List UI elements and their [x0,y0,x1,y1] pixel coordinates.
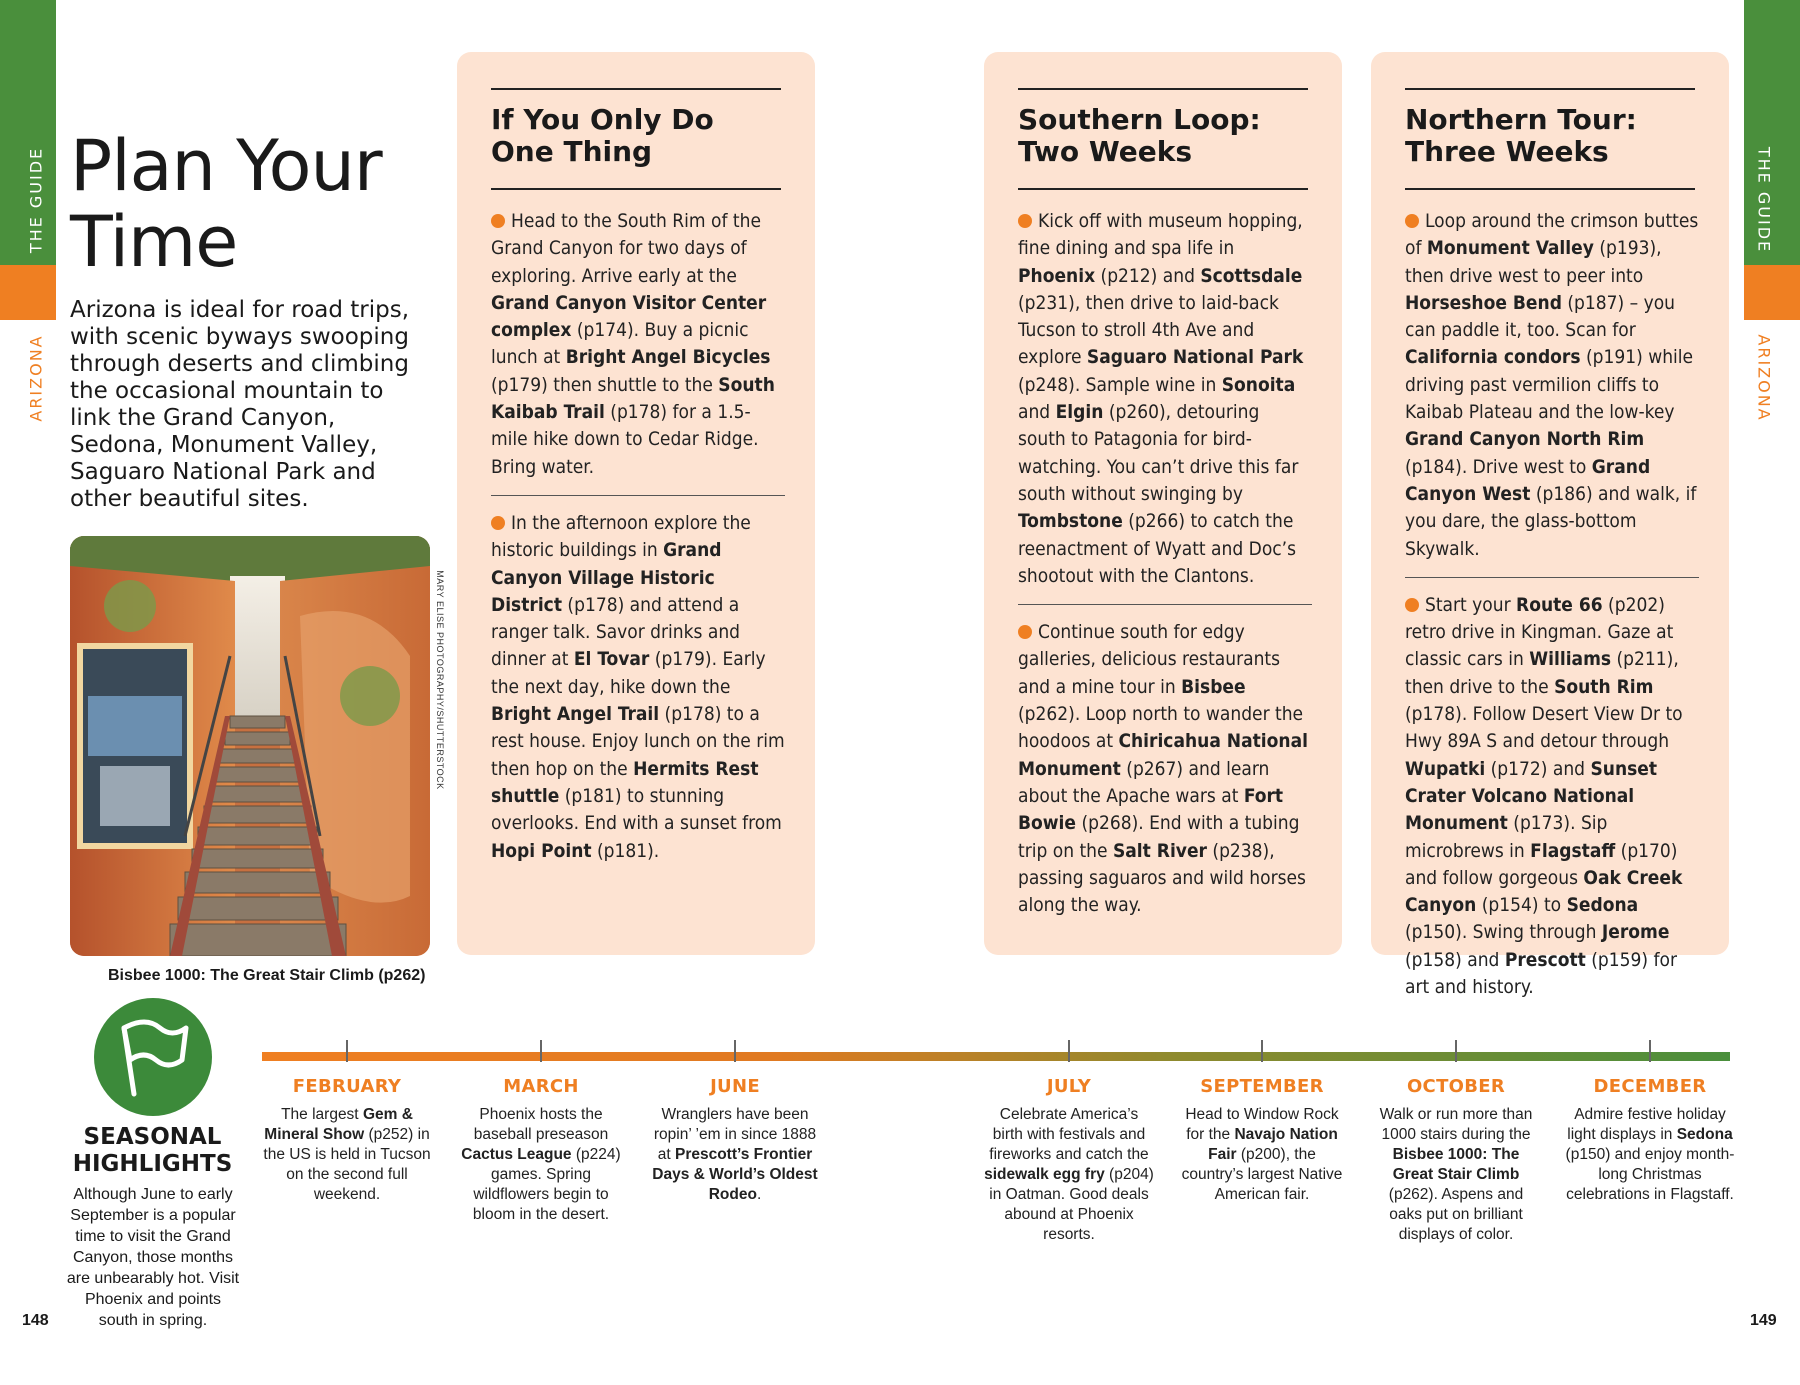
text-run: (p224) games. Spring wildflowers begin to bloom in the desert. [472,1146,621,1223]
bold-place-name: Sonoita [1221,373,1296,396]
timeline-tick [540,1040,542,1062]
text-run: and [1018,401,1056,424]
text-run: (p172) and [1485,757,1591,780]
paragraph-divider [1405,577,1699,578]
text-run: (p260), detouring south to Patagonia for bird-watching. You can’t drive this far south without swinging by [1018,401,1299,505]
card-title: If You Only Do One Thing [491,103,714,168]
bold-place-name: Fort Bowie [1018,784,1284,835]
text-run: (p150). Swing through [1405,921,1602,944]
month-description [1565,1105,1735,1205]
text-run: (p204) in Oatman. Good deals abound at Phoenix resorts. [989,1166,1154,1243]
bullet-dot-icon [1018,625,1032,639]
bullet-dot-icon [1018,214,1032,228]
paragraph-divider [1018,604,1312,605]
bold-place-name: Chiricahua National Monument [1018,730,1308,780]
bold-place-name: Phoenix [1018,264,1096,287]
left-region-label: ARIZONA [26,334,46,422]
timeline-month [650,1076,820,1205]
text-run: (p266) to catch the reenactment of Wyatt and Doc’s shootout with the Clantons. [1018,510,1297,587]
bold-place-name: Cactus League [461,1146,572,1163]
timeline-month [456,1076,626,1225]
bold-place-name: Hermits Rest shuttle [491,757,759,807]
bold-place-name: Elgin [1055,401,1104,424]
text-run: Kick off with museum hopping, fine dining and spa life in [1018,210,1303,260]
text-run: . [756,1186,762,1203]
text-run: (p170) and follow gorgeous [1405,839,1678,889]
bold-place-name: sidewalk egg fry [984,1166,1105,1183]
month-name: MARCH [503,1076,579,1097]
intro-text: Arizona is ideal for road trips, with scenic byways swooping through deserts and climbing the occasional mountain to link the Grand Canyon, Sedona, Monument Valley, Saguaro National Park and other beautiful sites. [70,297,410,512]
text-run: Celebrate America’s birth with festivals and fireworks and catch the [989,1106,1149,1163]
card-top-rule [491,88,781,90]
card-title-rule [491,188,781,190]
itinerary-paragraph [1405,592,1699,1001]
seasonal-title [70,1124,235,1178]
bold-place-name: Flagstaff [1530,839,1616,862]
timeline-month [1371,1076,1541,1245]
paragraph-divider [491,495,785,496]
text-run: (p252) in the US is held in Tucson on the second full weekend. [263,1126,431,1203]
right-section-label: THE GUIDE [1754,146,1774,254]
month-description [1371,1105,1541,1245]
month-name: DECEMBER [1593,1076,1707,1097]
seasonal-title-line1: SEASONAL [83,1124,222,1150]
itinerary-paragraph [491,510,785,865]
text-run: (p268). End with a tubing trip on the [1018,812,1300,862]
card-title: Northern Tour: Three Weeks [1405,103,1637,168]
bold-place-name: Scottsdale [1200,264,1303,287]
text-run: Loop around the crimson buttes of [1405,210,1699,260]
timeline-month [262,1076,432,1205]
stair-climb-photo [70,536,430,956]
card-one-thing [457,52,815,955]
card-title: Southern Loop: Two Weeks [1018,103,1261,168]
text-run: Walk or run more than 1000 stairs during the [1379,1106,1533,1143]
bold-place-name: Grand Canyon Visitor Center complex [491,291,767,342]
bold-place-name: Navajo Nation Fair [1208,1126,1338,1163]
month-name: OCTOBER [1406,1076,1506,1097]
text-run: (p187) – you can paddle it, too. Scan for [1405,291,1675,342]
text-run: (p150) and enjoy month-long Christmas celebrations in Flagstaff. [1565,1146,1735,1203]
bold-place-name: South Kaibab Trail [491,373,775,424]
timeline-tick [734,1040,736,1062]
month-name: JUNE [710,1076,760,1097]
text-run: (p178) to a rest house. Enjoy lunch on the rim then hop on the [491,703,785,780]
text-run: Continue south for edgy galleries, delicious restaurants and a mine tour in [1018,621,1281,698]
text-run: Start your [1425,593,1517,616]
text-run: Head to the South Rim of the Grand Canyon for two days of exploring. Arrive early at the [491,210,761,287]
text-run: (p179) then shuttle to the [491,373,719,396]
card-top-rule [1405,88,1695,90]
card-northern-tour [1371,52,1729,999]
timeline-month [1565,1076,1735,1205]
left-section-label: THE GUIDE [26,146,46,254]
bold-place-name: Sedona [1566,894,1639,917]
bold-place-name: California condors [1405,346,1581,369]
bold-place-name: Prescott [1504,948,1586,971]
text-run: (p193), then drive west to peer into [1405,237,1662,287]
text-run: (p238), passing saguaros and wild horses along the way. [1018,839,1306,917]
right-region-label: ARIZONA [1754,334,1774,422]
bold-place-name: Hopi Point [491,839,592,862]
bold-place-name: Gem & Mineral Show [264,1106,413,1143]
text-run: Admire festive holiday light displays in [1567,1106,1726,1143]
month-name: JULY [1046,1076,1092,1097]
bullet-dot-icon [1405,598,1419,612]
bullet-dot-icon [491,214,505,228]
page-number-left: 148 [22,1312,49,1329]
text-run: (p186) and walk, if you dare, the glass-bottom Skywalk. [1405,482,1697,560]
text-run: In the afternoon explore the historic buildings in [491,511,751,562]
bold-place-name: Bisbee 1000: The Great Stair Climb [1392,1146,1520,1183]
text-run: (p212) and [1095,264,1201,287]
text-run: (p267) and learn about the Apache wars at [1018,757,1270,807]
text-run: (p159) for art and history. [1405,948,1677,999]
month-description [456,1105,626,1225]
card-body [1018,208,1312,919]
text-run: (p262). Aspens and oaks put on brilliant displays of color. [1388,1186,1524,1243]
bold-place-name: Grand Canyon North Rim [1405,428,1645,451]
bold-place-name: Williams [1529,648,1612,671]
itinerary-paragraph [491,208,785,481]
text-run: (p231), then drive to laid-back Tucson to stroll 4th Ave and explore [1018,291,1279,369]
text-run: (p154) to [1476,894,1567,917]
bullet-dot-icon [491,516,505,530]
text-run: (p248). Sample wine in [1018,373,1222,396]
text-run: (p191) while driving past vermilion cliffs to Kaibab Plateau and the low-key [1405,346,1694,424]
bold-place-name: Wupatki [1405,757,1486,780]
page-number-right: 149 [1750,1312,1777,1329]
text-run: (p211), then drive to the [1405,648,1679,698]
bold-place-name: Saguaro National Park [1086,346,1304,369]
card-southern-loop [984,52,1342,955]
text-run: (p178). Follow Desert View Dr to Hwy 89A S and detour through [1405,703,1683,753]
seasonal-description: Although June to early September is a popular time to visit the Grand Canyon, those months are unbearably hot. Visit Phoenix and points south in spring. [66,1186,240,1329]
text-run: (p179). Early the next day, hike down the [491,648,766,698]
timeline-tick [1649,1040,1651,1062]
page-title [70,125,382,283]
text-run: (p178) and attend a ranger talk. Savor drinks and dinner at [491,593,741,671]
text-run: Wranglers have been ropin’ ’em in since 1888 at [653,1106,817,1163]
timeline-tick [1261,1040,1263,1062]
timeline-month [984,1076,1154,1245]
bold-place-name: Salt River [1112,839,1207,862]
bold-place-name: Prescott’s Frontier Days & World’s Oldest Rodeo [652,1146,818,1203]
flag-icon [94,998,212,1116]
right-region-marker [1744,265,1800,320]
card-top-rule [1018,88,1308,90]
bold-place-name: Horseshoe Bend [1405,291,1562,314]
bold-place-name: Grand Canyon West [1405,455,1651,505]
text-run: (p184). Drive west to [1405,455,1592,478]
text-run: The largest [281,1106,363,1123]
page-title-line1: Plan Your [70,125,382,207]
itinerary-paragraph [1018,619,1312,919]
text-run: (p202) retro drive in Kingman. Gaze at classic cars in [1405,593,1674,671]
text-run: Head to Window Rock for the [1185,1106,1339,1143]
bold-place-name: Monument Valley [1426,237,1594,260]
itinerary-paragraph [1018,208,1312,590]
bold-place-name: Grand Canyon Village Historic District [491,539,722,616]
text-run: (p262). Loop north to wander the hoodoos at [1018,703,1304,753]
bold-place-name: El Tovar [573,648,650,671]
bold-place-name: South Rim [1554,675,1654,698]
left-region-marker [0,265,56,320]
text-run: (p200), the country’s largest Native American fair. [1181,1146,1343,1203]
photo-credit: MARY ELISE PHOTOGRAPHY/SHUTTERSTOCK [435,570,445,790]
card-body [1405,208,1699,1001]
text-run: (p178) for a 1.5-mile hike down to Cedar Ridge. Bring water. [491,401,759,478]
page-title-line2: Time [70,201,238,283]
bullet-dot-icon [1405,214,1419,228]
month-description [262,1105,432,1205]
card-body [491,208,785,865]
seasonal-title-line2: HIGHLIGHTS [72,1151,233,1177]
month-name: SEPTEMBER [1200,1076,1324,1097]
text-run: (p181). [591,839,660,862]
timeline-bar [262,1052,1730,1061]
card-title-rule [1018,188,1308,190]
itinerary-paragraph [1405,208,1699,563]
bold-place-name: Sedona [1676,1126,1733,1143]
bold-place-name: Bright Angel Trail [491,703,660,726]
bold-place-name: Oak Creek Canyon [1405,866,1683,917]
timeline-tick [1455,1040,1457,1062]
timeline-month [1177,1076,1347,1205]
month-description [650,1105,820,1205]
text-run: (p158) and [1405,948,1505,971]
month-description [1177,1105,1347,1205]
text-run: (p174). Buy a picnic lunch at [491,319,749,369]
bold-place-name: Bright Angel Bicycles [565,346,771,369]
timeline-tick [1068,1040,1070,1062]
bold-place-name: Route 66 [1516,593,1603,616]
bold-place-name: Bisbee [1181,675,1246,698]
month-name: FEBRUARY [292,1076,402,1097]
text-run: Phoenix hosts the baseball preseason [473,1106,609,1143]
card-title-rule [1405,188,1695,190]
photo-caption: Bisbee 1000: The Great Stair Climb (p262) [108,967,426,984]
text-run: (p173). Sip microbrews in [1405,812,1608,862]
bold-place-name: Sunset Crater Volcano National Monument [1405,757,1658,835]
bold-place-name: Tombstone [1018,510,1123,533]
bold-place-name: Jerome [1601,921,1670,944]
month-description [984,1105,1154,1245]
timeline-tick [346,1040,348,1062]
text-run: (p181) to stunning overlooks. End with a sunset from [491,784,782,835]
